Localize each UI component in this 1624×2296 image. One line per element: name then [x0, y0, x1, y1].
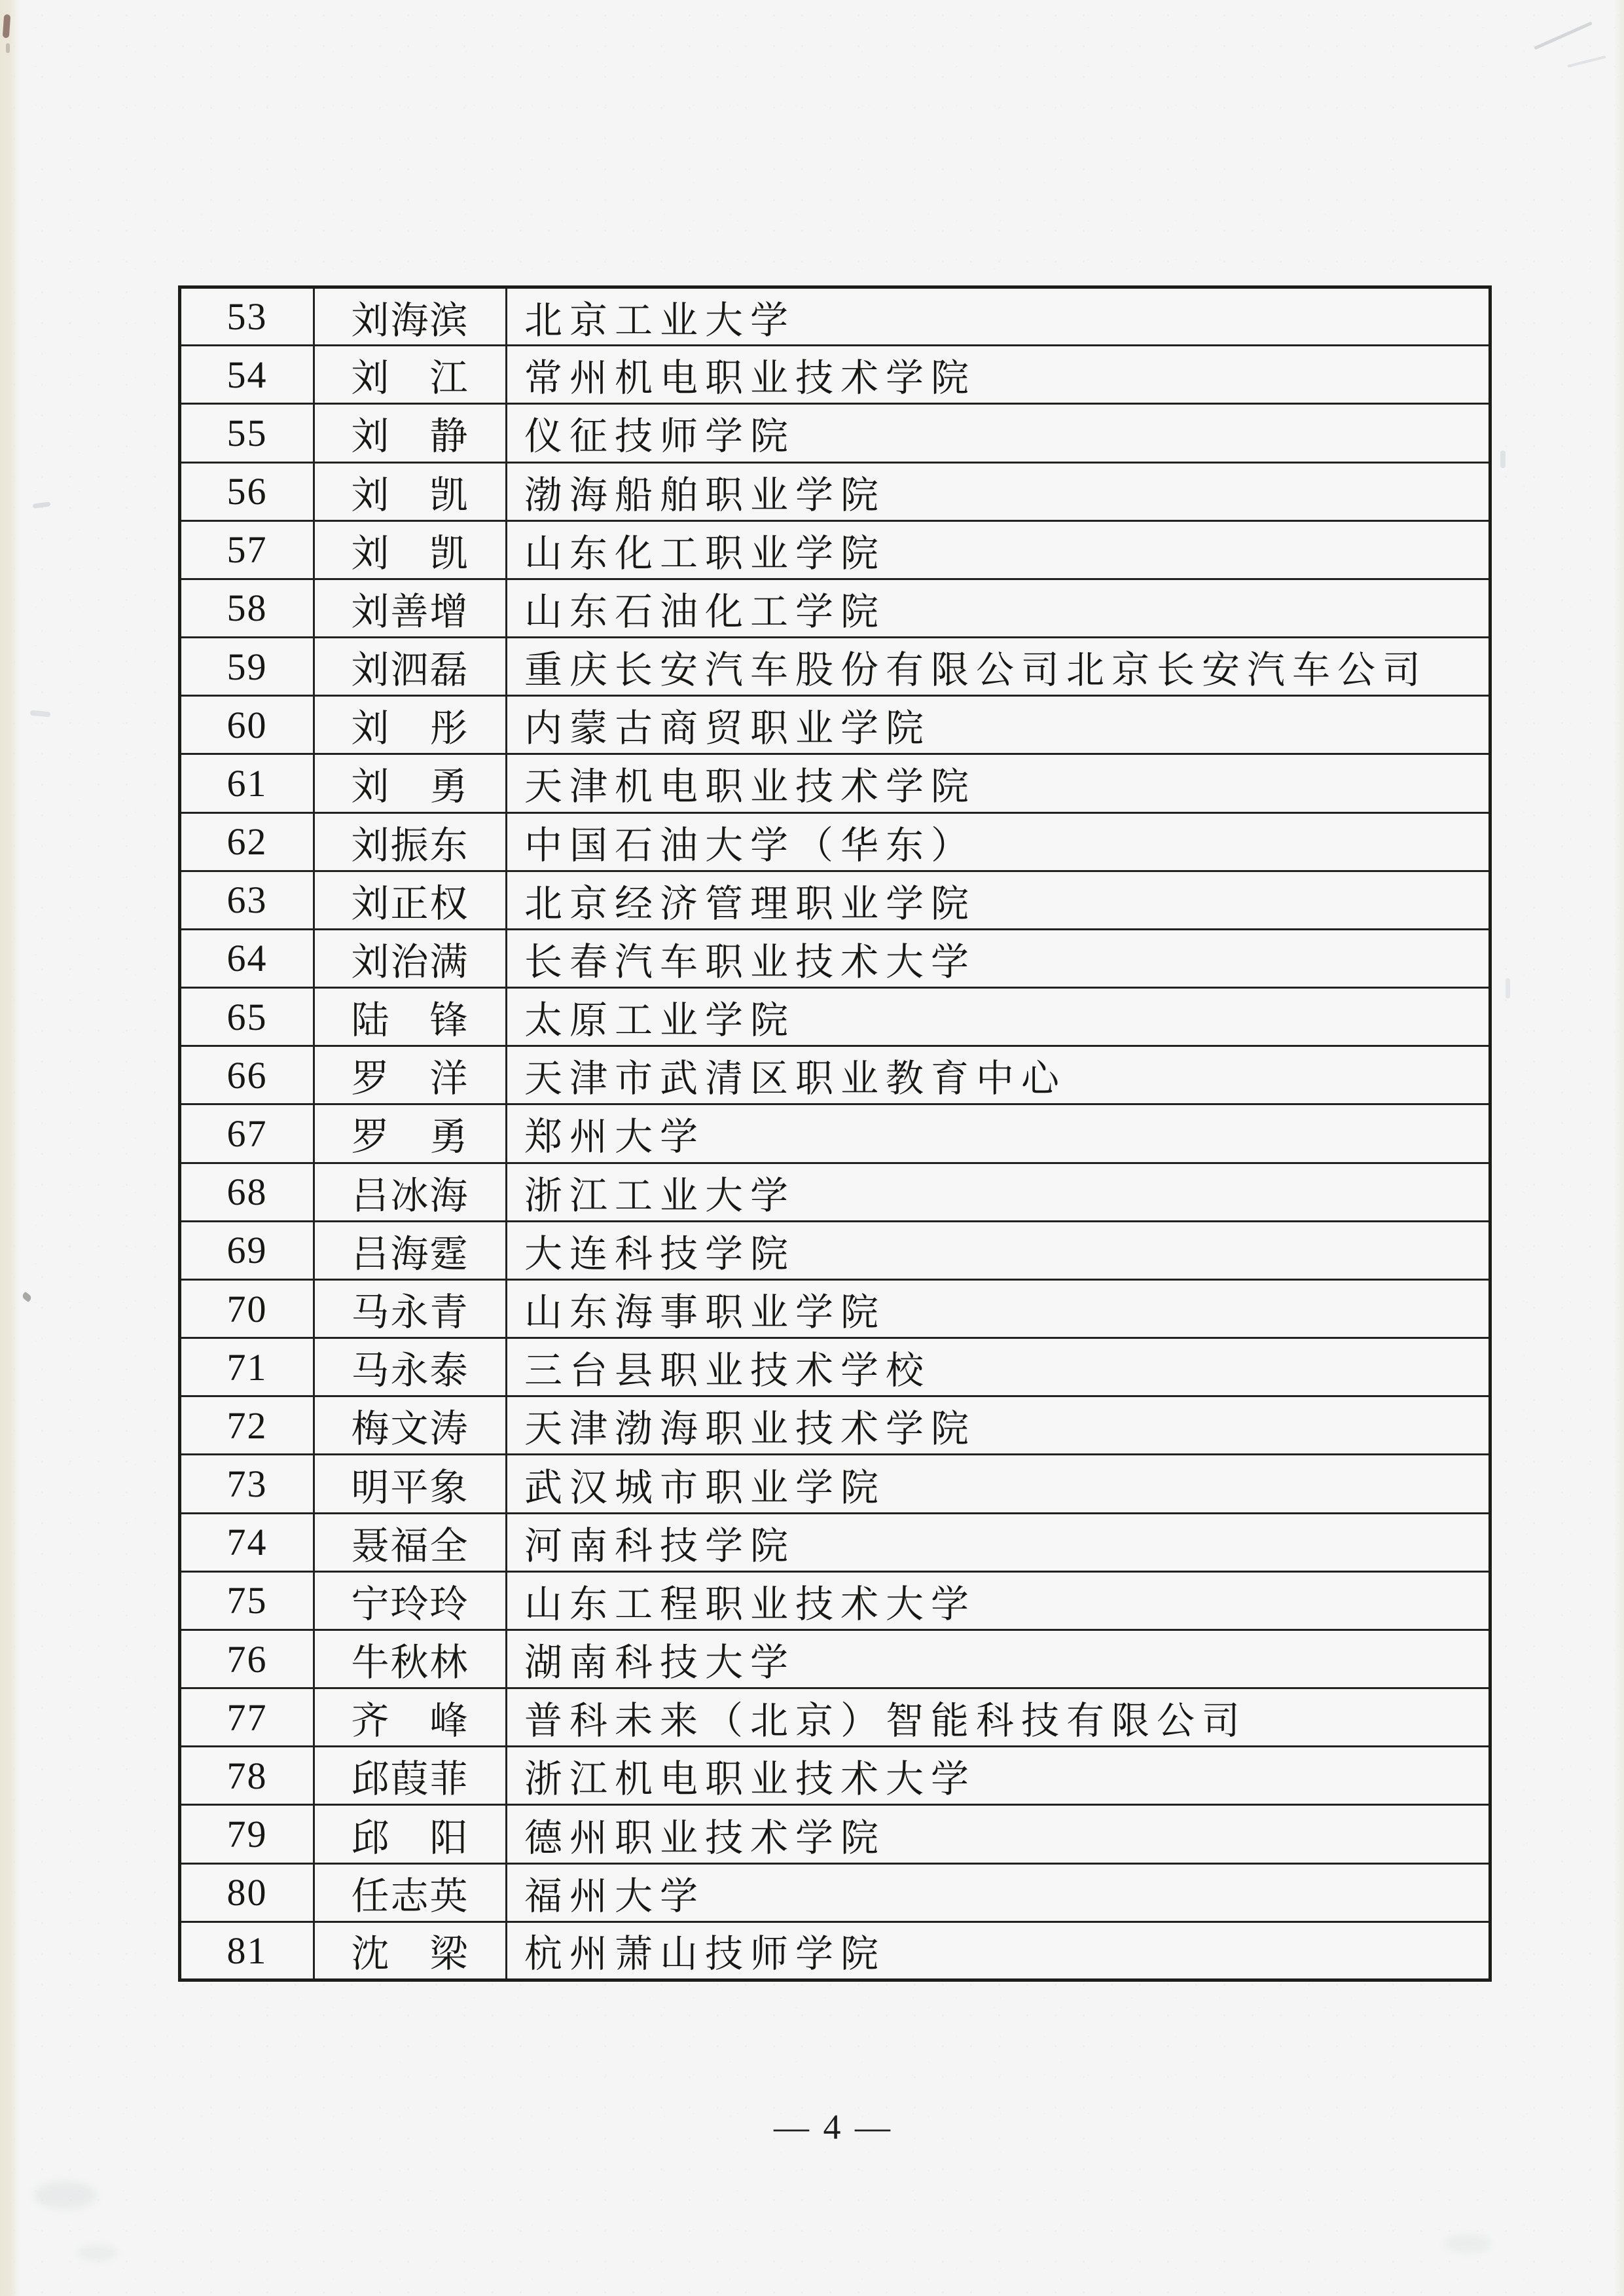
person-name: 聂福全: [351, 1524, 469, 1567]
row-number-cell: 63: [180, 871, 314, 929]
roster-table: [178, 285, 1492, 1982]
person-name: 刘治满: [351, 940, 469, 983]
person-name-cell: [314, 287, 507, 346]
row-number-cell: 79: [180, 1805, 314, 1863]
person-name: 邱 阳: [351, 1816, 469, 1859]
institution-cell: 山东石油化工学院: [507, 579, 1490, 637]
institution-cell: 大连科技学院: [507, 1221, 1490, 1279]
table-row: [180, 1805, 1490, 1863]
table-row: [180, 462, 1490, 520]
table-row: [180, 1104, 1490, 1163]
page-number: — 4 —: [774, 2107, 893, 2147]
person-name-cell: [314, 1688, 507, 1747]
row-number-cell: 66: [180, 1046, 314, 1104]
row-number-cell: 59: [180, 638, 314, 696]
scan-edge-strip-right: [1615, 0, 1624, 2296]
institution-cell: 内蒙古商贸职业学院: [507, 696, 1490, 754]
person-name-cell: [314, 1571, 507, 1630]
row-number-cell: 56: [180, 462, 314, 520]
scan-artifact: [21, 1292, 32, 1302]
person-name-cell: [314, 1630, 507, 1688]
table-row: [180, 1396, 1490, 1455]
institution-cell: 武汉城市职业学院: [507, 1455, 1490, 1513]
table-row: [180, 404, 1490, 462]
institution-cell: 山东化工职业学院: [507, 520, 1490, 579]
table-row: [180, 812, 1490, 871]
institution-cell: 河南科技学院: [507, 1513, 1490, 1571]
person-name-cell: [314, 1455, 507, 1513]
person-name: 刘海滨: [351, 299, 469, 342]
person-name: 刘 凯: [351, 473, 469, 517]
institution-cell: 北京工业大学: [507, 287, 1490, 346]
institution-cell: 浙江机电职业技术大学: [507, 1747, 1490, 1805]
scan-artifact: [34, 2181, 96, 2209]
row-number-cell: 81: [180, 1922, 314, 1980]
table-row: [180, 638, 1490, 696]
row-number-cell: 78: [180, 1747, 314, 1805]
row-number-cell: 71: [180, 1338, 314, 1396]
person-name: 罗 勇: [351, 1116, 469, 1159]
row-number-cell: 64: [180, 929, 314, 987]
scan-artifact: [1534, 22, 1593, 50]
row-number-cell: 74: [180, 1513, 314, 1571]
person-name-cell: [314, 1747, 507, 1805]
person-name: 刘 勇: [351, 765, 469, 809]
institution-cell: 中国石油大学（华东）: [507, 812, 1490, 871]
institution-cell: 北京经济管理职业学院: [507, 871, 1490, 929]
person-name-cell: [314, 1279, 507, 1338]
table-row: [180, 696, 1490, 754]
person-name: 梅文涛: [351, 1408, 469, 1451]
scan-artifact: [1500, 450, 1506, 468]
row-number-cell: 75: [180, 1571, 314, 1630]
table-row: [180, 1221, 1490, 1279]
person-name-cell: [314, 346, 507, 404]
row-number-cell: 57: [180, 520, 314, 579]
scan-artifact: [33, 501, 51, 509]
row-number-cell: 55: [180, 404, 314, 462]
table-row: [180, 1863, 1490, 1922]
row-number-cell: 76: [180, 1630, 314, 1688]
person-name-cell: [314, 520, 507, 579]
row-number-cell: 73: [180, 1455, 314, 1513]
institution-cell: 仪征技师学院: [507, 404, 1490, 462]
person-name-cell: [314, 1338, 507, 1396]
table-row: [180, 1163, 1490, 1221]
person-name: 任志英: [351, 1874, 469, 1918]
person-name: 刘 静: [351, 415, 469, 458]
person-name-cell: [314, 1046, 507, 1104]
person-name-cell: [314, 988, 507, 1046]
person-name-cell: [314, 812, 507, 871]
institution-cell: 太原工业学院: [507, 988, 1490, 1046]
table-row: [180, 346, 1490, 404]
person-name: 刘泗磊: [351, 649, 469, 692]
table-row: [180, 520, 1490, 579]
person-name-cell: [314, 1922, 507, 1980]
person-name-cell: [314, 1396, 507, 1455]
table-row: [180, 1279, 1490, 1338]
person-name-cell: [314, 404, 507, 462]
table-row: [180, 754, 1490, 812]
scan-artifact: [1567, 56, 1606, 67]
scan-artifact: [3, 14, 10, 39]
person-name-cell: [314, 754, 507, 812]
table-row: [180, 988, 1490, 1046]
person-name: 刘善增: [351, 590, 469, 633]
institution-cell: 天津机电职业技术学院: [507, 754, 1490, 812]
person-name-cell: [314, 696, 507, 754]
institution-cell: 天津渤海职业技术学院: [507, 1396, 1490, 1455]
person-name-cell: [314, 1163, 507, 1221]
institution-cell: 三台县职业技术学校: [507, 1338, 1490, 1396]
row-number-cell: 68: [180, 1163, 314, 1221]
institution-cell: 山东海事职业学院: [507, 1279, 1490, 1338]
row-number-cell: 62: [180, 812, 314, 871]
table-row: [180, 1338, 1490, 1396]
person-name: 罗 洋: [351, 1057, 469, 1101]
institution-cell: 德州职业技术学院: [507, 1805, 1490, 1863]
row-number-cell: 53: [180, 287, 314, 346]
person-name: 马永青: [351, 1291, 469, 1334]
table-row: [180, 1571, 1490, 1630]
scan-artifact: [1506, 978, 1510, 998]
row-number-cell: 80: [180, 1863, 314, 1922]
table-row: [180, 871, 1490, 929]
institution-cell: 渤海船舶职业学院: [507, 462, 1490, 520]
person-name-cell: [314, 1863, 507, 1922]
institution-cell: 郑州大学: [507, 1104, 1490, 1163]
person-name-cell: [314, 579, 507, 637]
row-number-cell: 54: [180, 346, 314, 404]
row-number-cell: 61: [180, 754, 314, 812]
table-row: [180, 1513, 1490, 1571]
institution-cell: 湖南科技大学: [507, 1630, 1490, 1688]
institution-cell: 长春汽车职业技术大学: [507, 929, 1490, 987]
table-row: [180, 1046, 1490, 1104]
table-row: [180, 1688, 1490, 1747]
institution-cell: 重庆长安汽车股份有限公司北京长安汽车公司: [507, 638, 1490, 696]
person-name: 明平象: [351, 1466, 469, 1509]
institution-cell: 普科未来（北京）智能科技有限公司: [507, 1688, 1490, 1747]
row-number-cell: 69: [180, 1221, 314, 1279]
table-row: [180, 929, 1490, 987]
person-name: 吕冰海: [351, 1174, 469, 1217]
row-number-cell: 67: [180, 1104, 314, 1163]
person-name: 刘 江: [351, 357, 469, 400]
row-number-cell: 70: [180, 1279, 314, 1338]
scan-artifact: [30, 710, 51, 718]
institution-cell: 浙江工业大学: [507, 1163, 1490, 1221]
institution-cell: 常州机电职业技术学院: [507, 346, 1490, 404]
person-name: 刘正权: [351, 882, 469, 925]
person-name-cell: [314, 1221, 507, 1279]
person-name: 宁玲玲: [351, 1582, 469, 1626]
person-name: 陆 锋: [351, 999, 469, 1042]
scan-artifact: [77, 2244, 118, 2261]
table-row: [180, 579, 1490, 637]
scan-edge-strip-left: [0, 0, 20, 2296]
institution-cell: 杭州萧山技师学院: [507, 1922, 1490, 1980]
table-row: [180, 1747, 1490, 1805]
table-row: [180, 1922, 1490, 1980]
person-name: 刘 凯: [351, 532, 469, 575]
institution-cell: 福州大学: [507, 1863, 1490, 1922]
person-name-cell: [314, 638, 507, 696]
row-number-cell: 77: [180, 1688, 314, 1747]
row-number-cell: 58: [180, 579, 314, 637]
institution-cell: 山东工程职业技术大学: [507, 1571, 1490, 1630]
table-row: [180, 1455, 1490, 1513]
person-name: 沈 梁: [351, 1933, 469, 1976]
person-name: 齐 峰: [351, 1700, 469, 1743]
person-name: 马永泰: [351, 1349, 469, 1393]
scan-artifact: [6, 43, 10, 53]
person-name: 刘振东: [351, 824, 469, 867]
person-name: 吕海霆: [351, 1232, 469, 1275]
table-row: [180, 287, 1490, 346]
person-name-cell: [314, 1513, 507, 1571]
person-name: 刘 彤: [351, 707, 469, 750]
person-name-cell: [314, 871, 507, 929]
row-number-cell: 60: [180, 696, 314, 754]
person-name-cell: [314, 1805, 507, 1863]
scan-artifact: [1444, 2234, 1491, 2253]
person-name-cell: [314, 462, 507, 520]
person-name: 邱葭菲: [351, 1758, 469, 1801]
row-number-cell: 65: [180, 988, 314, 1046]
table-row: [180, 1630, 1490, 1688]
roster-table-body: [180, 287, 1490, 1980]
person-name: 牛秋林: [351, 1641, 469, 1685]
institution-cell: 天津市武清区职业教育中心: [507, 1046, 1490, 1104]
person-name-cell: [314, 929, 507, 987]
person-name-cell: [314, 1104, 507, 1163]
row-number-cell: 72: [180, 1396, 314, 1455]
